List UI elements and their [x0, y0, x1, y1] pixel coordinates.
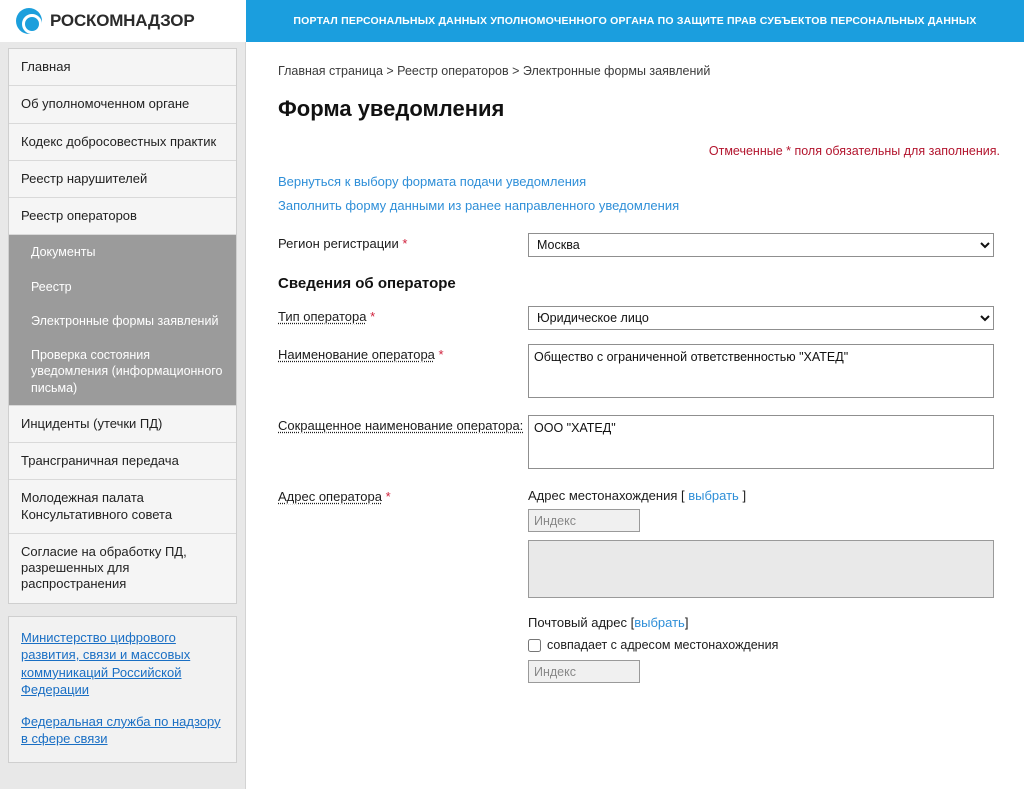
region-select[interactable]	[528, 233, 994, 257]
sidebar-external-links	[8, 616, 237, 763]
required-fields-note: Отмеченные * поля обязательны для заполнения.	[708, 144, 1000, 158]
sidebar-item-cross-border[interactable]: Трансграничная передача	[9, 443, 236, 480]
same-as-location-checkbox[interactable]	[528, 639, 541, 652]
sidebar-item-home[interactable]: Главная	[9, 49, 236, 86]
location-address-label-close: ]	[742, 488, 747, 503]
field-operator-short-name	[528, 415, 1000, 472]
same-as-location-label: совпадает с адресом местонахождения	[547, 638, 779, 652]
postal-address-choose-link[interactable]: выбрать	[634, 615, 685, 630]
row-operator-short-name	[278, 415, 1000, 472]
postal-index-input[interactable]	[528, 660, 640, 683]
link-federal-service[interactable]: Федеральная служба по надзору в сфере связи	[21, 713, 221, 747]
operator-short-name-textarea[interactable]	[528, 415, 994, 469]
label-operator-type-text: Тип оператора	[278, 309, 367, 324]
sidebar	[0, 42, 246, 789]
postal-address-label-close: ]	[684, 615, 689, 630]
link-mincifry[interactable]: Министерство цифрового развития, связи и массовых коммуникаций Российской Федерации	[21, 629, 191, 698]
label-operator-name-text: Наименование оператора	[278, 347, 435, 362]
label-region-required: *	[402, 236, 408, 251]
address-spacer	[528, 601, 1000, 615]
label-region	[278, 233, 528, 253]
row-region	[278, 233, 1000, 257]
postal-address-label	[528, 615, 1000, 630]
label-operator-address-text: Адрес оператора	[278, 489, 382, 504]
field-operator-type	[528, 306, 1000, 330]
label-operator-name	[278, 344, 528, 364]
label-operator-type-required: *	[370, 309, 376, 324]
main-content	[246, 42, 1024, 697]
sidebar-item-youth-chamber[interactable]: Молодежная палата Консультативного совета	[9, 480, 236, 534]
label-operator-short-name	[278, 415, 528, 435]
page-title: Форма уведомления	[278, 96, 505, 121]
location-address-label	[528, 488, 1000, 503]
location-address-textarea[interactable]	[528, 540, 994, 598]
breadcrumb: Главная страница > Реестр операторов > Электронные формы заявлений	[278, 64, 711, 78]
operator-name-textarea[interactable]	[528, 344, 994, 398]
sidebar-menu	[8, 48, 237, 604]
location-index-input[interactable]	[528, 509, 640, 532]
link-return-to-format[interactable]: Вернуться к выбору формата подачи уведомления	[278, 174, 587, 189]
form-links	[278, 174, 1000, 213]
postal-address-label-text: Почтовый адрес [	[528, 615, 635, 630]
circle-logo-icon	[16, 8, 42, 34]
sidebar-subitem-registry[interactable]: Реестр	[31, 279, 72, 294]
location-address-choose-link[interactable]: выбрать	[688, 488, 739, 503]
link-prefill-from-previous[interactable]: Заполнить форму данными из ранее направленного уведомления	[278, 198, 680, 213]
field-region	[528, 233, 1000, 257]
field-operator-address	[528, 488, 1000, 683]
label-operator-type	[278, 306, 528, 326]
same-as-location-row[interactable]	[528, 638, 1000, 652]
location-address-label-text: Адрес местонахождения [	[528, 488, 685, 503]
row-operator-type	[278, 306, 1000, 330]
label-operator-name-required: *	[438, 347, 444, 362]
label-region-text: Регион регистрации	[278, 236, 399, 251]
sidebar-subitem-eforms[interactable]: Электронные формы заявлений	[31, 313, 219, 328]
row-operator-name	[278, 344, 1000, 401]
site-header	[0, 0, 1024, 42]
sidebar-item-violators[interactable]: Реестр нарушителей	[9, 161, 236, 198]
sidebar-item-consent[interactable]: Согласие на обработку ПД, разрешенных для распространения	[9, 534, 236, 603]
logo-text: РОСКОМНАДЗОР	[50, 11, 195, 30]
section-operator-title: Сведения об операторе	[278, 275, 456, 292]
label-operator-short-name-text: Сокращенное наименование оператора:	[278, 418, 524, 433]
label-operator-address	[278, 486, 528, 506]
sidebar-subitem-status-check[interactable]: Проверка состояния уведомления (информационного письма)	[31, 348, 223, 395]
header-banner: ПОРТАЛ ПЕРСОНАЛЬНЫХ ДАННЫХ УПОЛНОМОЧЕННОГО ОРГАНА ПО ЗАЩИТЕ ПРАВ СУБЪЕКТОВ ПЕРСОНАЛЬНЫХ ДАННЫХ	[246, 0, 1024, 42]
label-operator-address-required: *	[385, 489, 391, 504]
sidebar-item-about[interactable]: Об уполномоченном органе	[9, 86, 236, 123]
sidebar-item-code[interactable]: Кодекс добросовестных практик	[9, 124, 236, 161]
sidebar-subitem-documents[interactable]: Документы	[31, 245, 96, 260]
body-wrapper	[0, 42, 1024, 789]
row-operator-address	[278, 486, 1000, 683]
sidebar-item-incidents[interactable]: Инциденты (утечки ПД)	[9, 406, 236, 443]
operator-type-select[interactable]	[528, 306, 994, 330]
sidebar-submenu	[9, 235, 236, 406]
logo-block[interactable]	[0, 0, 246, 42]
field-operator-name	[528, 344, 1000, 401]
sidebar-item-operators[interactable]: Реестр операторов	[9, 198, 236, 235]
